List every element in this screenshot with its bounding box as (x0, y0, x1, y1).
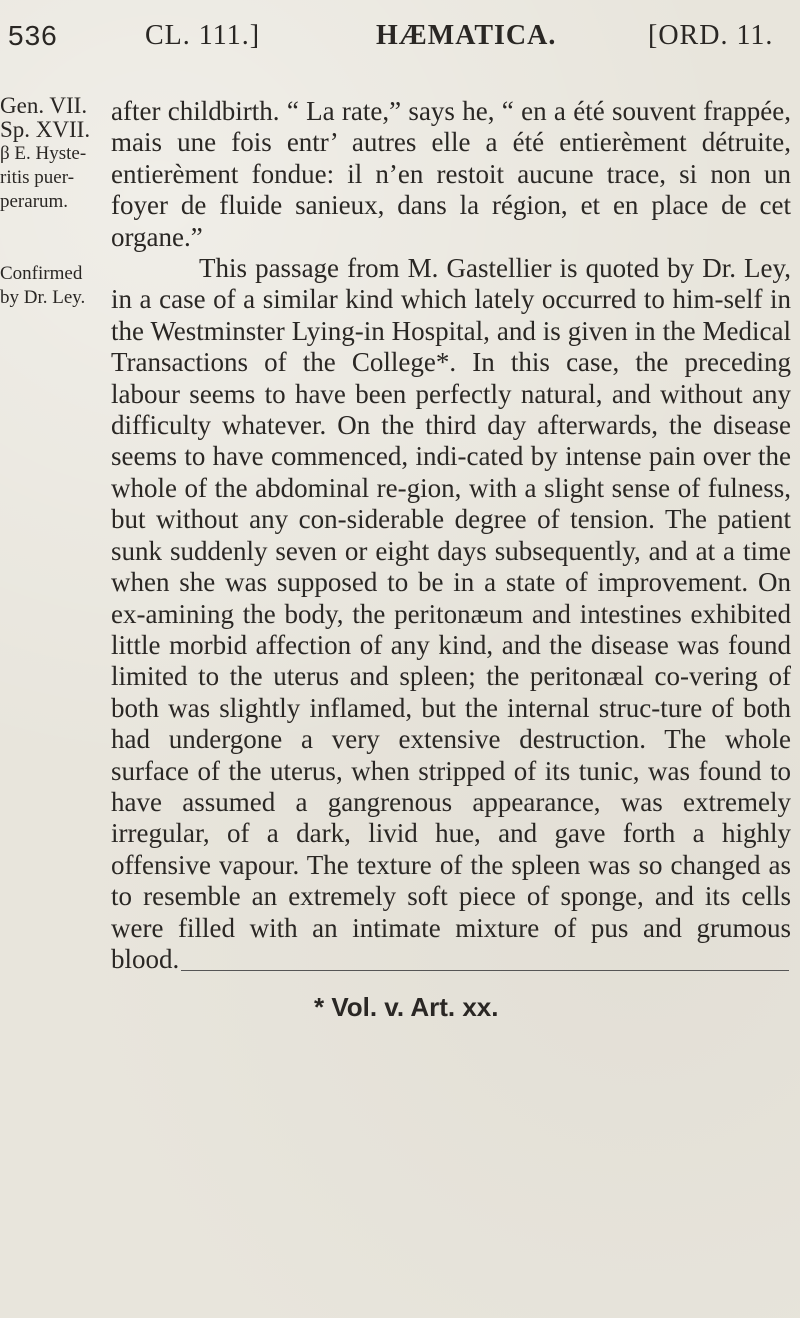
margin-note-confirmed (0, 262, 108, 310)
margin-confirmed: Confirmed (0, 263, 83, 284)
margin-note-species (0, 94, 108, 214)
order-reference: [ORD. 11. (648, 20, 774, 51)
class-reference: CL. 111.] (145, 20, 261, 51)
paragraph: This passage from M. Gastellier is quoted by Dr. Ley, in a case of a similar kind which lately occurred to him-self in the Westminster Lying-in Hospital, and is given in the Medical Transactions of the College*. In this case, the preceding labour seems to have been perfectly natural, and without any difficulty whatever. On the third day afterwards, the disease seems to have commenced, indi-cated by intense pain over the whole of the abdominal re-gion, with a slight sense of fulness, but without any con-siderable degree of tension. The patient sunk suddenly seven or eight days subsequently, and at a time when she was supposed to be in a state of improvement. On ex-amining the body, the peritonæum and intestines exhibited little morbid affection of any kind, and the disease was found limited to the uterus and spleen; the peritonæal co-vering of both was slightly inflamed, but the internal struc-ture of both had undergone a very extensive destruction. The whole surface of the uterus, when stripped of its tunic, was found to have assumed a gangrenous appearance, was extremely irregular, of a dark, livid hue, and gave forth a highly offensive vapour. The texture of the spleen was so changed as to resemble an extremely soft piece of sponge, and its cells were filled with an intimate mixture of pus and grumous blood. (111, 253, 791, 974)
margin-genus: Gen. VII. (0, 93, 88, 118)
margin-variety-end: perarum. (0, 191, 69, 212)
margin-confirmed-by: by Dr. Ley. (0, 287, 86, 308)
main-text (111, 96, 791, 975)
margin-species: Sp. XVII. (0, 117, 91, 142)
running-header (0, 20, 800, 60)
paragraph: after childbirth. “ La rate,” says he, “ en a été souvent frappée, mais une fois entr’ autres elle a été entierèment détruite, entierèment fondue: il n’en restoit aucune trace, si non un foyer de fluide sanieux, dans la région, et en place de cet organe.” (111, 96, 791, 252)
footnote: * Vol. v. Art. xx. (314, 992, 499, 1022)
footnote-rule (181, 970, 789, 971)
running-title: HÆMATICA. (376, 20, 557, 51)
page-number: 536 (8, 20, 58, 51)
margin-variety: β E. Hyste- (0, 143, 87, 164)
margin-variety-cont: ritis puer- (0, 167, 75, 188)
